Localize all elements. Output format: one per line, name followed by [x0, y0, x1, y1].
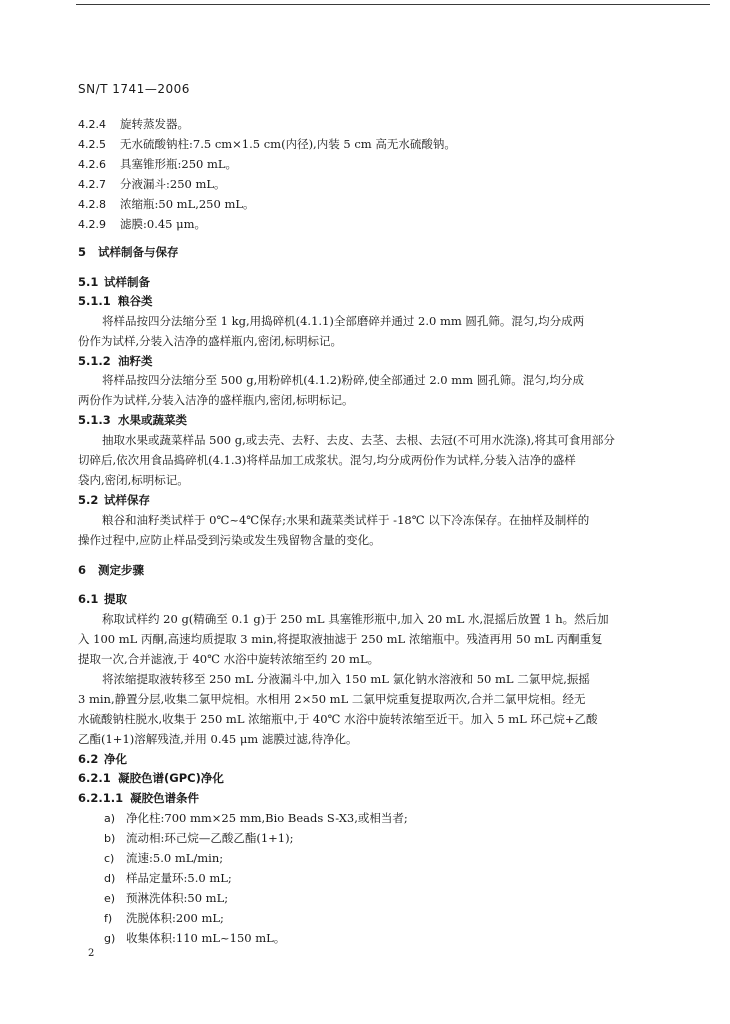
- list-item: 4.2.9 滤膜:0.45 μm。: [78, 217, 207, 231]
- paragraph-line: 将样品按四分法缩分至 500 g,用粉碎机(4.1.2)粉碎,使全部通过 2.0 mm 圆孔筛。混匀,均分成: [102, 373, 584, 387]
- list-item: 4.2.7 分液漏斗:250 mL。: [78, 177, 226, 191]
- section-heading: 5.1.1 粮谷类: [78, 294, 153, 308]
- section-heading: 5 试样制备与保存: [78, 245, 179, 259]
- list-item: d) 样品定量环:5.0 mL;: [104, 871, 232, 885]
- paragraph-line: 操作过程中,应防止样品受到污染或发生残留物含量的变化。: [78, 533, 381, 547]
- paragraph-line: 粮谷和油籽类试样于 0℃~4℃保存;水果和蔬菜类试样于 -18℃ 以下冷冻保存。在抽样及制样的: [102, 513, 590, 527]
- paragraph-line: 份作为试样,分装入洁净的盛样瓶内,密闭,标明标记。: [78, 334, 342, 348]
- paragraph-line: 乙酯(1+1)溶解残渣,并用 0.45 μm 滤膜过滤,待净化。: [78, 732, 358, 746]
- list-item: e) 预淋洗体积:50 mL;: [104, 891, 229, 905]
- list-item: 4.2.4 旋转蒸发器。: [78, 117, 189, 131]
- section-heading: 6 测定步骤: [78, 563, 144, 577]
- paragraph-line: 袋内,密闭,标明标记。: [78, 473, 189, 487]
- section-heading: 5.2 试样保存: [78, 493, 150, 507]
- list-item: b) 流动相:环己烷—乙酸乙酯(1+1);: [104, 831, 294, 845]
- paragraph-line: 切碎后,依次用食品捣碎机(4.1.3)将样品加工成浆状。混匀,均分成两份作为试样,分装入洁净的盛样: [78, 453, 576, 467]
- top-rule: [76, 4, 710, 5]
- paragraph-line: 水硫酸钠柱脱水,收集于 250 mL 浓缩瓶中,于 40℃ 水浴中旋转浓缩至近干。加入 5 mL 环己烷+乙酸: [78, 712, 598, 726]
- section-heading: 5.1.3 水果或蔬菜类: [78, 413, 187, 427]
- list-item: 4.2.8 浓缩瓶:50 mL,250 mL。: [78, 197, 255, 211]
- paragraph-line: 两份作为试样,分装入洁净的盛样瓶内,密闭,标明标记。: [78, 393, 354, 407]
- list-item: f) 洗脱体积:200 mL;: [104, 911, 224, 925]
- paragraph-line: 提取一次,合并滤液,于 40℃ 水浴中旋转浓缩至约 20 mL。: [78, 652, 380, 666]
- list-item: a) 净化柱:700 mm×25 mm,Bio Beads S-X3,或相当者;: [104, 811, 408, 825]
- list-item: c) 流速:5.0 mL/min;: [104, 851, 224, 865]
- section-heading: 5.1.2 油籽类: [78, 354, 153, 368]
- paragraph-line: 抽取水果或蔬菜样品 500 g,或去壳、去籽、去皮、去茎、去根、去冠(不可用水洗涤),将其可食用部分: [102, 433, 615, 447]
- list-item: 4.2.5 无水硫酸钠柱:7.5 cm×1.5 cm(内径),内装 5 cm 高无水硫酸钠。: [78, 137, 456, 151]
- paragraph-line: 称取试样约 20 g(精确至 0.1 g)于 250 mL 具塞锥形瓶中,加入 20 mL 水,混摇后放置 1 h。然后加: [102, 612, 609, 626]
- standard-header: SN/T 1741—2006: [78, 82, 190, 96]
- page-number: 2: [88, 948, 95, 959]
- section-heading: 6.2.1.1 凝胶色谱条件: [78, 791, 199, 805]
- section-heading: 6.2 净化: [78, 752, 127, 766]
- list-item: 4.2.6 具塞锥形瓶:250 mL。: [78, 157, 238, 171]
- paragraph-line: 将浓缩提取液转移至 250 mL 分液漏斗中,加入 150 mL 氯化钠水溶液和 50 mL 二氯甲烷,振摇: [102, 672, 590, 686]
- paragraph-line: 入 100 mL 丙酮,高速均质提取 3 min,将提取液抽滤于 250 mL 浓缩瓶中。残渣再用 50 mL 丙酮重复: [78, 632, 603, 646]
- paragraph-line: 3 min,静置分层,收集二氯甲烷相。水相用 2×50 mL 二氯甲烷重复提取两次,合并二氯甲烷相。经无: [78, 692, 586, 706]
- list-item: g) 收集体积:110 mL~150 mL。: [104, 931, 286, 945]
- section-heading: 6.1 提取: [78, 592, 127, 606]
- section-heading: 6.2.1 凝胶色谱(GPC)净化: [78, 771, 224, 785]
- section-heading: 5.1 试样制备: [78, 275, 150, 289]
- paragraph-line: 将样品按四分法缩分至 1 kg,用捣碎机(4.1.1)全部磨碎并通过 2.0 mm 圆孔筛。混匀,均分成两: [102, 314, 585, 328]
